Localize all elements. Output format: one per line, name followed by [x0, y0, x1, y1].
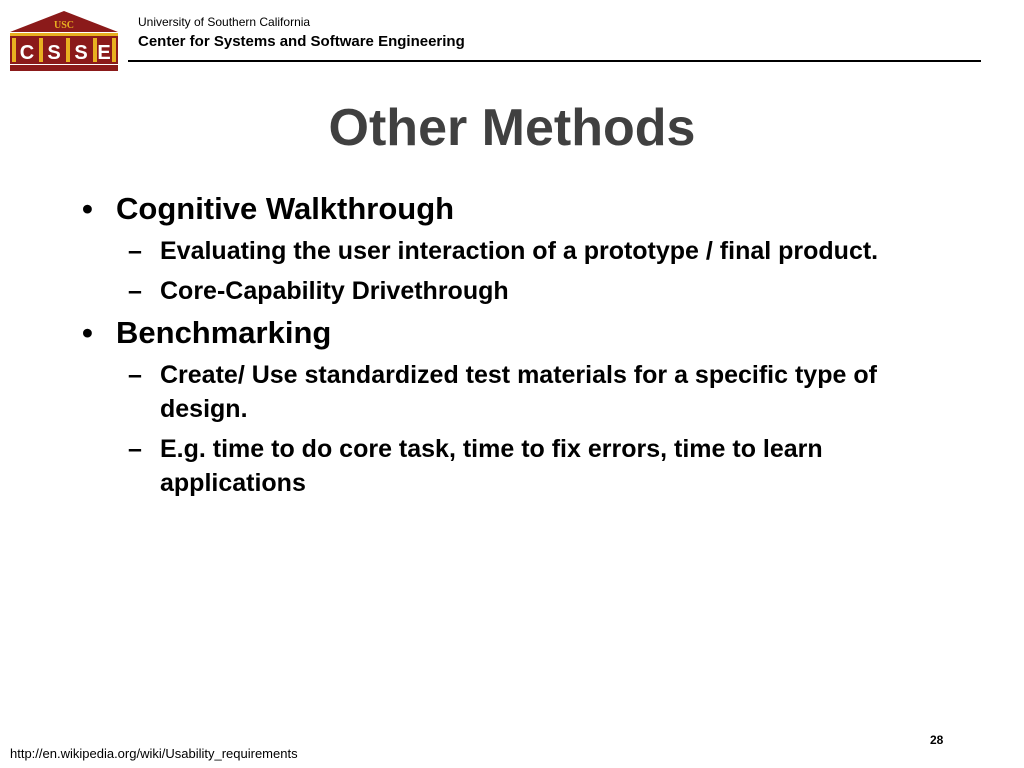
- logo-bar-top: [10, 33, 118, 36]
- sub-bullet-text: E.g. time to do core task, time to fix errors, time to learn applications: [160, 435, 823, 497]
- slide-content: [82, 190, 942, 506]
- logo-letter-e: E: [97, 42, 111, 64]
- university-name: University of Southern California: [138, 15, 311, 29]
- dash-icon: –: [128, 237, 142, 265]
- sub-bullet-item: [82, 274, 942, 308]
- logo-top-text: USC: [53, 20, 75, 31]
- slide-title: Other Methods: [328, 99, 696, 157]
- bullet-item: [82, 190, 942, 228]
- sub-bullet-item: [82, 358, 942, 426]
- bullet-text: Benchmarking: [116, 315, 332, 350]
- bullet-text: Cognitive Walkthrough: [116, 191, 455, 226]
- bullet-item: [82, 314, 942, 352]
- sub-bullet-text: Create/ Use standardized test materials for a specific type of design.: [160, 361, 877, 423]
- dash-icon: –: [128, 435, 142, 463]
- source-url[interactable]: http://en.wikipedia.org/wiki/Usability_requirements: [10, 746, 298, 761]
- dash-icon: –: [128, 361, 142, 389]
- sub-bullet-text: Core-Capability Drivethrough: [160, 277, 509, 305]
- header-rule: [128, 60, 981, 62]
- sub-bullet-item: [82, 234, 942, 268]
- logo-letter-c: C: [19, 42, 35, 64]
- sub-bullet-item: [82, 432, 942, 500]
- usc-csse-logo: [8, 10, 120, 74]
- logo-letter-s2: S: [74, 42, 88, 64]
- bullet-icon: •: [82, 315, 93, 350]
- logo-base: [10, 65, 118, 71]
- logo-letter-s1: S: [47, 42, 61, 64]
- dash-icon: –: [128, 277, 142, 305]
- sub-bullet-text: Evaluating the user interaction of a prototype / final product.: [160, 237, 879, 265]
- bullet-icon: •: [82, 191, 93, 226]
- center-name: Center for Systems and Software Engineering: [138, 33, 465, 50]
- page-number: 28: [930, 733, 944, 747]
